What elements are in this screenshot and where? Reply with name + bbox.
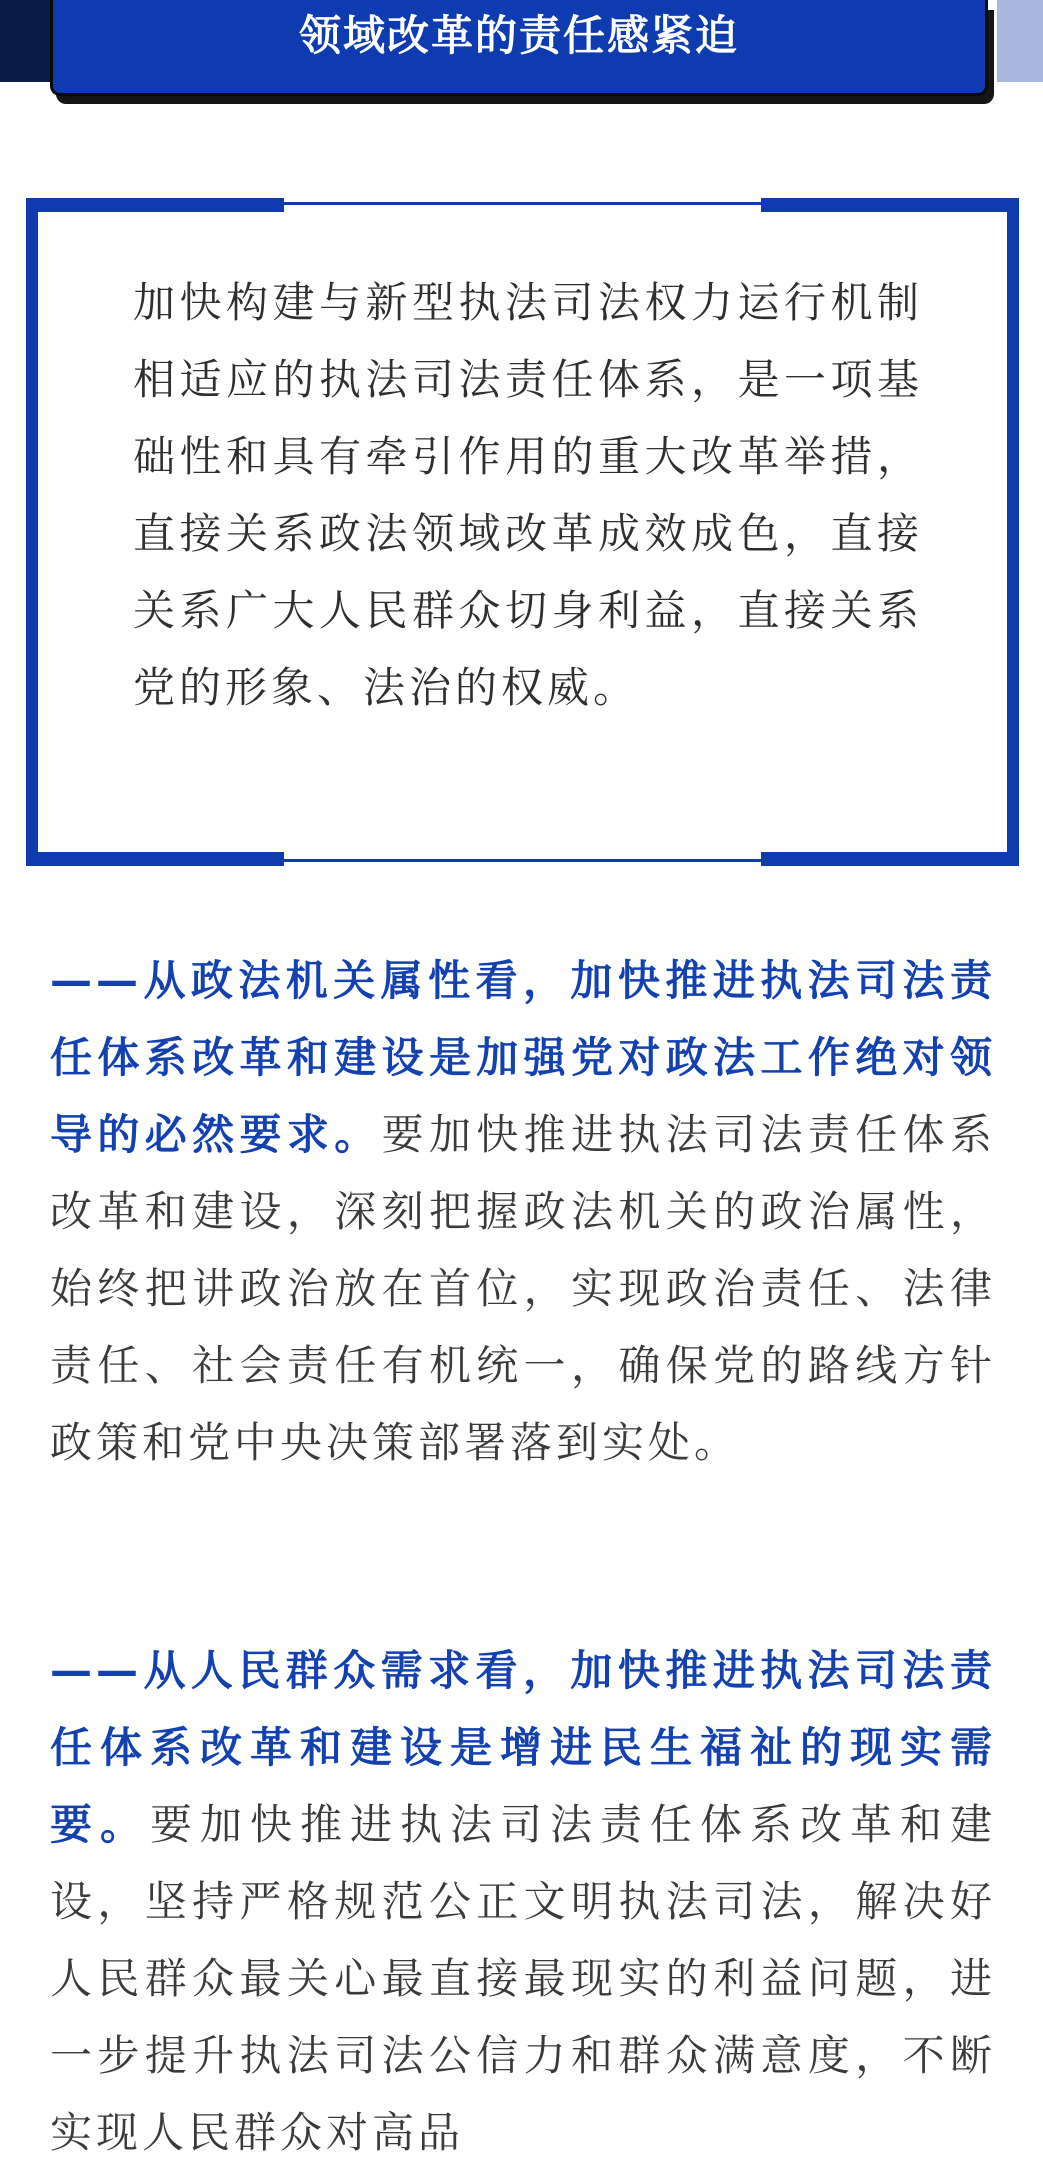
section-body-people: 要加快推进执法司法责任体系改革和建设，坚持严格规范公正文明执法司法，解决好人民群众最关心最直接最现实的利益问题，进一步提升执法司法公信力和群众满意度，不断实现人民群众对高品 xyxy=(50,1800,996,2157)
header-banner xyxy=(0,0,1043,110)
intro-paragraph: 加快构建与新型执法司法权力运行机制相适应的执法司法责任体系，是一项基础性和具有牵引作用的重大改革举措，直接关系政法领域改革成效成色，直接关系广大人民群众切身利益，直接关系党的形象、法治的权威。 xyxy=(133,278,923,712)
section-lead-people: ——从人民群众需求看，加快推进执法司法责任体系改革和建设是增进民生福祉的现实需要。 xyxy=(50,1646,996,1849)
section-lead-political: ——从政法机关属性看，加快推进执法司法责任体系改革和建设是加强党对政法工作绝对领导的必然要求。 xyxy=(50,956,996,1159)
quote-box-bottom-border xyxy=(26,852,1019,866)
intro-quote-box xyxy=(26,198,1019,866)
banner-title: 领域改革的责任感紧迫 xyxy=(298,10,739,60)
quote-box-top-border xyxy=(26,198,1019,212)
section-paragraph-political xyxy=(50,942,996,1481)
section-paragraph-people xyxy=(50,1632,996,2171)
section-body-political: 要加快推进执法司法责任体系改革和建设，深刻把握政法机关的政治属性，始终把讲政治放在首位，实现政治责任、法律责任、社会责任有机统一，确保党的路线方针政策和党中央决策部署落到实处。 xyxy=(50,1110,996,1467)
banner-right-decoration xyxy=(997,0,1043,82)
banner-left-decoration xyxy=(0,0,56,82)
banner-plate xyxy=(50,0,988,96)
